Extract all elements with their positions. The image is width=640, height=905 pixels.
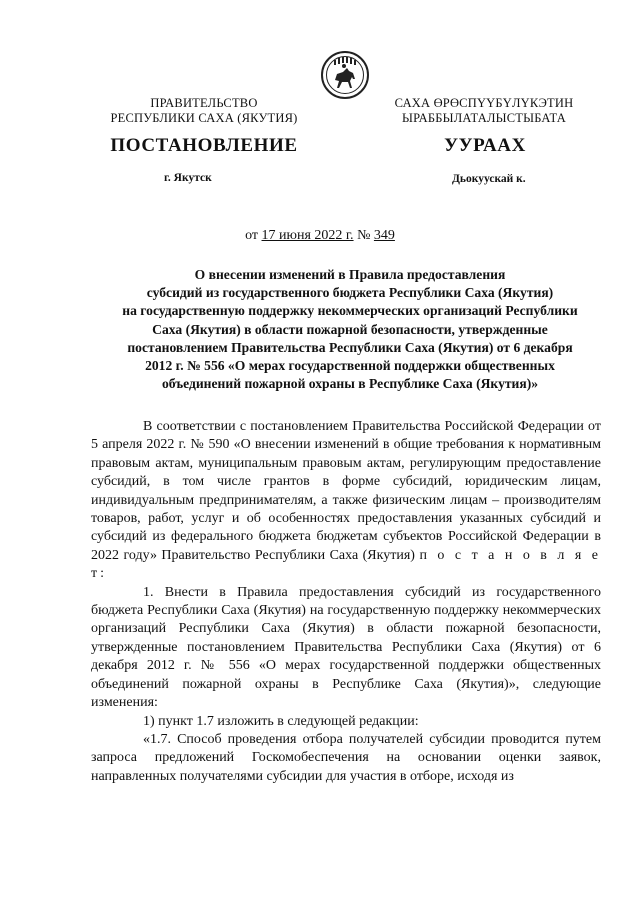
right-org-line1: САХА ӨРӨСПҮҮБҮЛҮКЭТИН [394, 96, 574, 110]
document-number: 349 [373, 228, 395, 243]
title-line: постановлением Правительства Республики Саха (Якутия) от 6 декабря [127, 339, 573, 355]
item-1-paragraph: 1. Внести в Правила предоставления субсидий из государственного бюджета Республики Саха (Якутия) на государственную поддержку некоммерческих организаций Республики Саха (Якутия) в области пожарной безопасности, утвержденные постановлением Правительства Республики Саха (Якутия) от 6 декабря 2012 г. № 556 «О мерах государственной поддержки общественных объединений пожарной охраны в Республике Саха (Якутия)», следующие изменения: [91, 584, 601, 711]
clause-1-7-paragraph: «1.7. Способ проведения отбора получателей субсидии проводится путем запроса предложений Госкомобеспечения на основании оценки заявок, направленных получателями субсидии для участия в отборе, исходя из [91, 731, 601, 784]
document-date: 17 июня 2022 г. [261, 228, 354, 243]
preamble-text: В соответствии с постановлением Правительства Российской Федерации от 5 апреля 2022 г. № 590 «О внесении изменений в общие требования к нормативным правовым актам, муниципальным правовым актам, регулирующим предоставление субсидий, в том числе грантов в форме субсидий, юридическим лицам, индивидуальным предпринимателям, а также физическим лицам – производителям товаров, работ, услуг и об особенностях предоставления указанных субсидий и субсидий из федерального бюджета бюджетам субъектов Российской Федерации в 2022 году» Правительство Республики Саха (Якутия) [91, 419, 601, 563]
title-line: Саха (Якутия) в области пожарной безопасности, утвержденные [152, 321, 548, 337]
date-number-line [0, 228, 640, 244]
right-org-block [356, 96, 612, 126]
document-body [91, 418, 601, 786]
title-line: субсидий из государственного бюджета Республики Саха (Якутия) [146, 285, 554, 301]
sakha-coat-of-arms-icon [320, 50, 370, 100]
document-title [100, 266, 600, 393]
doc-type-title-sah: УУРААХ [444, 135, 526, 156]
left-org-line1: ПРАВИТЕЛЬСТВО [150, 96, 258, 110]
city-ru: г. Якутск [164, 172, 212, 184]
preamble-paragraph [91, 418, 601, 584]
doc-type-title-ru: ПОСТАНОВЛЕНИЕ [110, 135, 298, 156]
resolves-word: п о с т а н о в л я е т: [91, 547, 601, 582]
title-line: 2012 г. № 556 «О мерах государственной поддержки общественных [145, 358, 555, 374]
subitem-1-paragraph: 1) пункт 1.7 изложить в следующей редакции: [143, 713, 419, 729]
title-line: объединений пожарной охраны в Республике Саха (Якутия)» [161, 376, 539, 392]
left-org-line2: РЕСПУБЛИКИ САХА (ЯКУТИЯ) [110, 111, 298, 125]
right-org-line2: ЫРАББЫЛАТАЛЫСТЫБАТА [401, 111, 567, 125]
city-sah: Дьокуускай к. [452, 173, 526, 185]
left-org-block [84, 96, 324, 126]
title-line: О внесении изменений в Правила предоставления [194, 267, 506, 282]
number-sign: № [357, 228, 371, 243]
date-prefix: от [245, 228, 259, 243]
title-line: на государственную поддержку некоммерческих организаций Республики [122, 303, 578, 319]
